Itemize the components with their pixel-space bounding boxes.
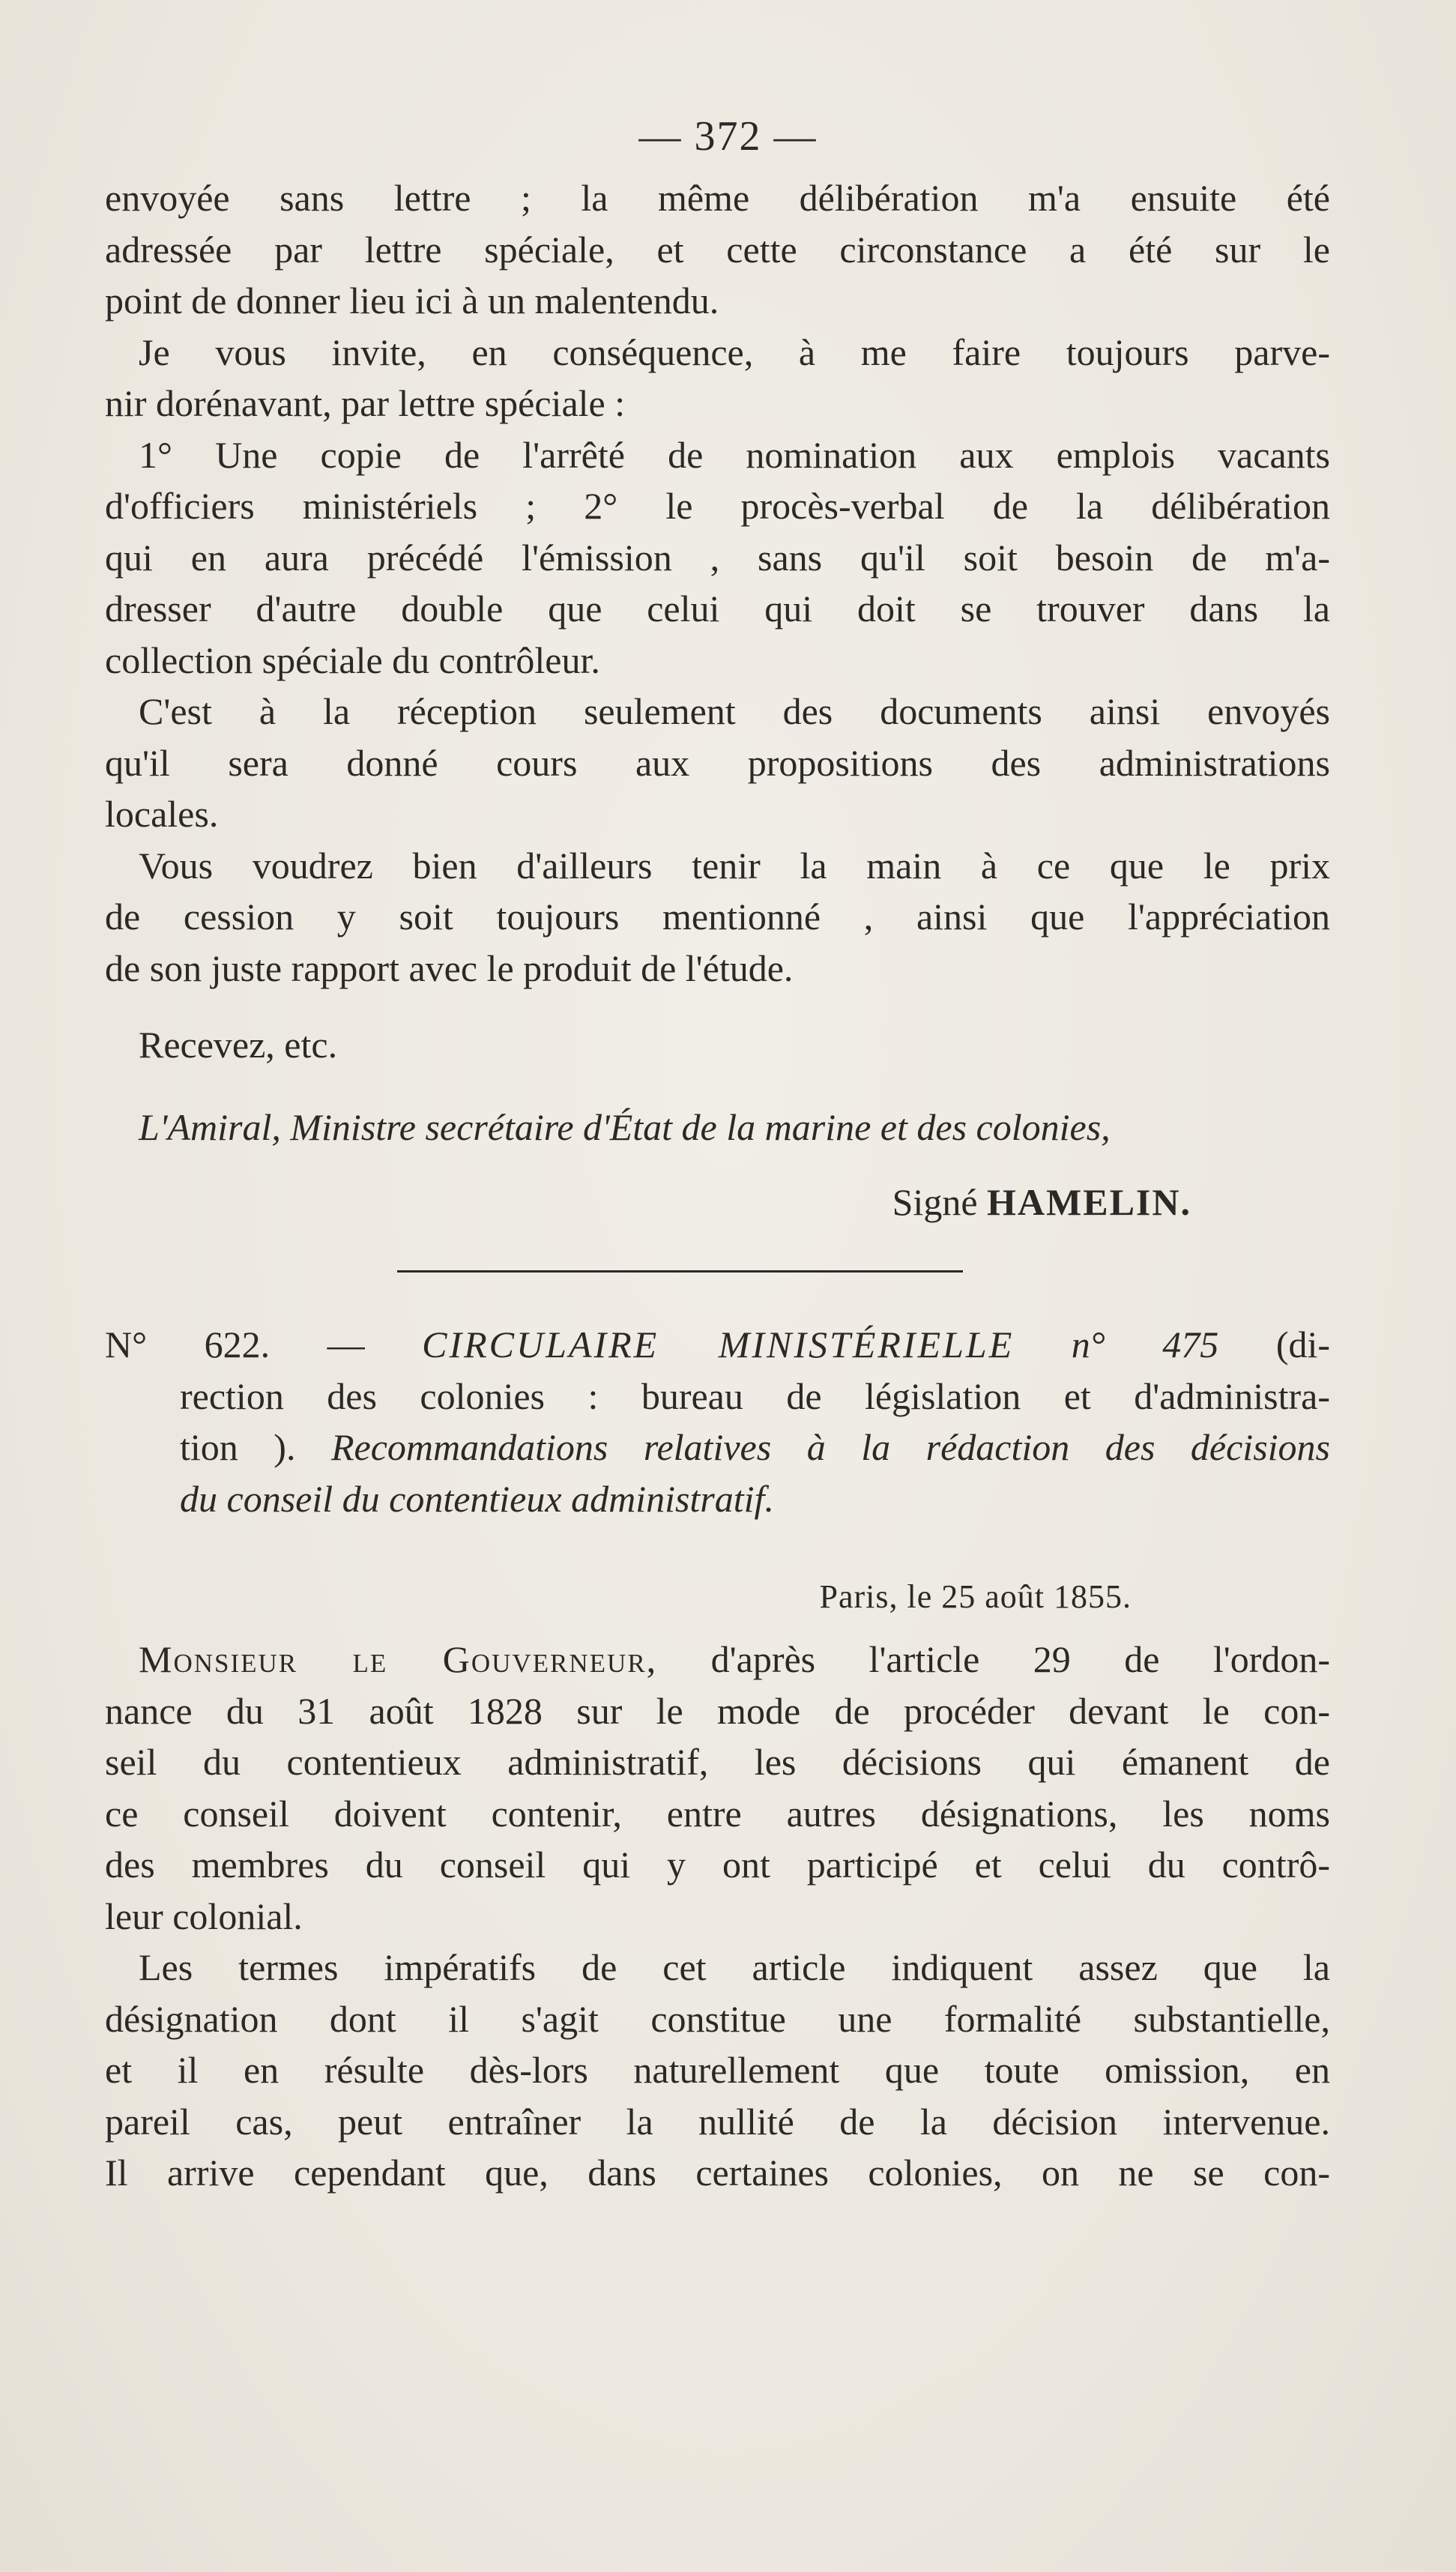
text-line: qu'il sera donné cours aux propositions des administrations <box>105 741 1330 784</box>
text-line: et il en résulte dès-lors naturellement que toute omission, en <box>105 2049 1330 2091</box>
text-fragment: (di- <box>1275 1323 1331 1365</box>
text-line: rection des colonies : bureau de législation et d'administra- <box>180 1374 1330 1417</box>
circular-body <box>105 1634 1330 2199</box>
signature-line <box>0 1180 1191 1224</box>
text-line: C'est à la réception seulement des documents ainsi envoyés <box>139 690 1330 732</box>
text-fragment: d'après l'article 29 de l'ordon- <box>710 1638 1331 1680</box>
signature-name: HAMELIN. <box>987 1181 1191 1223</box>
text-fragment: tion ). <box>180 1426 296 1468</box>
text-line: Les termes impératifs de cet article indiquent assez que la <box>139 1946 1330 1988</box>
circular-ref-number: n° 475 <box>1071 1323 1219 1365</box>
text-line: dresser d'autre double que celui qui doit se trouver dans la <box>105 588 1330 630</box>
text-line: Je vous invite, en conséquence, à me faire toujours parve- <box>139 330 1330 373</box>
signature-prefix: Signé <box>892 1181 978 1223</box>
circular-subject: du conseil du contentieux administratif. <box>180 1477 774 1520</box>
salutation: Monsieur le Gouverneur, <box>139 1638 658 1680</box>
text-line <box>105 1634 1330 1685</box>
text-line: des membres du conseil qui y ont participé et celui du contrô- <box>105 1844 1330 1886</box>
text-line: leur colonial. <box>105 1895 303 1937</box>
circular-subject-line <box>105 1422 1330 1473</box>
text-line: pareil cas, peut entraîner la nullité de la décision intervenue. <box>105 2100 1330 2143</box>
page-number: — 372 — <box>638 113 818 160</box>
text-line: désignation dont il s'agit constitue une formalité substantielle, <box>105 1997 1330 2040</box>
text-line: nance du 31 août 1828 sur le mode de procéder devant le con- <box>105 1689 1330 1732</box>
circular-heading: CIRCULAIRE MINISTÉRIELLE <box>422 1323 1015 1365</box>
text-line: Il arrive cependant que, dans certaines colonies, on ne se con- <box>105 2152 1330 2194</box>
text-line: ce conseil doivent contenir, entre autres désignations, les noms <box>105 1792 1330 1835</box>
circular-number: N° 622. — <box>105 1323 365 1365</box>
text-line: collection spéciale du contrôleur. <box>105 639 600 681</box>
text-line: Vous voudrez bien d'ailleurs tenir la main à ce que le prix <box>139 844 1330 887</box>
text-line: d'officiers ministériels ; 2° le procès-verbal de la délibération <box>105 485 1330 527</box>
text-line: qui en aura précédé l'émission , sans qu'il soit besoin de m'a- <box>105 536 1330 579</box>
closing-block <box>105 1019 1330 1071</box>
date-line: Paris, le 25 août 1855. <box>819 1578 1132 1615</box>
text-line: envoyée sans lettre ; la même délibération m'a ensuite été <box>105 177 1330 219</box>
circular-subject: Recommandations relatives à la rédaction des décisions <box>330 1426 1330 1468</box>
circular-header <box>105 1319 1330 1524</box>
text-line: locales. <box>105 793 219 835</box>
text-line: de cession y soit toujours mentionné , ainsi que l'appréciation <box>105 896 1330 938</box>
circular-title-line <box>105 1319 1330 1371</box>
closing-formula: Recevez, etc. <box>139 1024 338 1066</box>
text-line: 1° Une copie de l'arrêté de nomination aux emplois vacants <box>139 433 1330 476</box>
text-line: point de donner lieu ici à un malentendu. <box>105 280 719 322</box>
text-line: seil du contentieux administratif, les décisions qui émanent de <box>105 1741 1330 1783</box>
letter-body <box>105 172 1330 994</box>
signature-title: L'Amiral, Ministre secrétaire d'État de la marine et des colonies, <box>139 1106 1111 1148</box>
text-line: nir dorénavant, par lettre spéciale : <box>105 382 626 424</box>
text-line: adressée par lettre spéciale, et cette circonstance a été sur le <box>105 228 1330 271</box>
text-line: de son juste rapport avec le produit de l'étude. <box>105 947 794 989</box>
section-divider <box>397 1270 963 1273</box>
